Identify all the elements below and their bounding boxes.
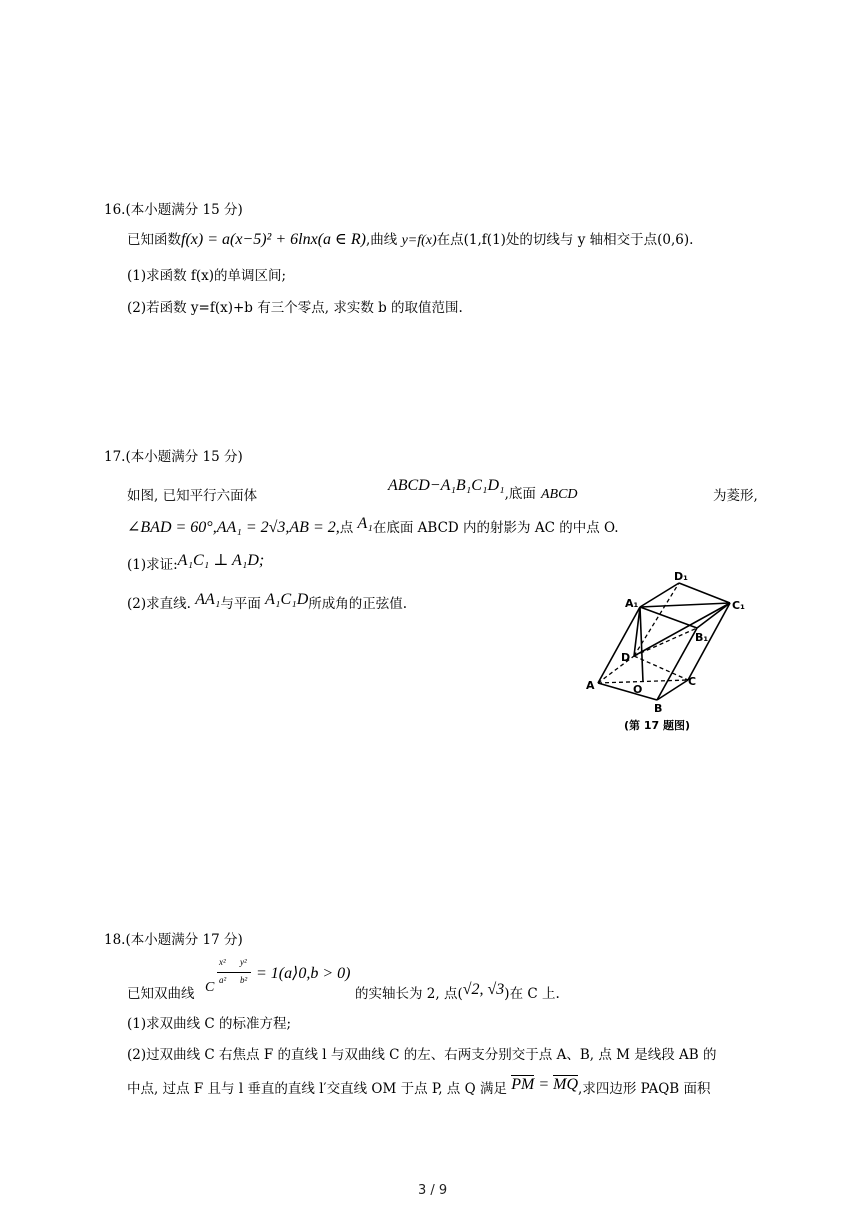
q16-curve: y=f(x) (401, 233, 437, 248)
q18-curve-name: C (205, 980, 215, 995)
label-O: O (633, 683, 643, 696)
label-B: B (654, 702, 663, 715)
q17-figure-caption: (第 17 题图) (624, 719, 691, 732)
q17-intro-b: ,底面 (504, 486, 536, 502)
q18-eq-fraction-bar (217, 972, 251, 973)
q18-vec-mq: MQ (553, 1076, 579, 1093)
q17-conditions: ∠BAD = 60°,AA₁ = 2√3,AB = 2, (127, 519, 340, 536)
q18-vector-eq (511, 1076, 578, 1093)
q18-vec-pm: PM (511, 1076, 535, 1093)
edge-A1O (640, 607, 643, 682)
q17-cond-rest: 在底面 ABCD 内的射影为 AC 的中点 O. (372, 520, 619, 536)
q18-eq-a: a² (219, 975, 227, 985)
q18-eq-b: b² (240, 975, 248, 985)
q17-base: ABCD (540, 487, 578, 502)
q18-part2-line2 (127, 1077, 711, 1098)
q17-intro-solid-line (388, 474, 578, 502)
label-C: C (688, 675, 697, 688)
edge-A1D1 (640, 583, 679, 607)
q17-conditions-line (127, 516, 619, 537)
edge-DB1-hidden (634, 628, 697, 656)
q17-part2-line: AA₁ (195, 591, 221, 608)
edge-A1C1 (640, 603, 730, 607)
edge-AB (598, 683, 657, 700)
q17-part1-formula: A₁C₁ ⊥ A₁D; (177, 552, 265, 569)
label-D1: D₁ (674, 570, 688, 583)
q17-intro-c: 为菱形, (713, 488, 758, 504)
q18-intro-prefix: 已知双曲线 (127, 986, 195, 1002)
q17-intro-a: 如图, 已知平行六面体 (127, 488, 258, 504)
q17-solid: ABCD−A₁B₁C₁D₁ (388, 477, 505, 494)
q16-intro-prefix: 已知函数 (127, 232, 181, 248)
q18-header: 18.(本小题满分 17 分) (104, 932, 243, 948)
q18-point: √2, √3 (462, 981, 505, 998)
q17-figure (580, 562, 760, 722)
q18-eq-rest: = 1(a⟩0,b > 0) (256, 965, 351, 982)
q17-cond-point-label: 点 (339, 520, 354, 536)
label-B1: B₁ (695, 631, 709, 644)
label-C1: C₁ (732, 599, 745, 612)
q16-intro (127, 228, 693, 249)
q16-part1: (1)求函数 f(x)的单调区间; (127, 268, 287, 284)
q18-intro-mid: 的实轴长为 2, 点( (355, 986, 463, 1002)
q18-eq-y: y² (240, 957, 247, 967)
label-A: A (586, 679, 595, 692)
edge-BB1 (657, 628, 697, 700)
edge-B1C1 (697, 603, 730, 628)
edge-A1B1 (640, 607, 697, 628)
q18-part1: (1)求双曲线 C 的标准方程; (127, 1016, 292, 1032)
q17-part1-prefix: (1)求证: (127, 557, 178, 573)
q17-part1 (127, 553, 264, 574)
q18-part2-line2-b: ,求四边形 PAQB 面积 (578, 1081, 711, 1097)
edge-AA1 (598, 607, 640, 683)
q18-eq-x: x² (219, 957, 226, 967)
q18-intro-end: )在 C 上. (504, 986, 560, 1002)
label-A1: A₁ (625, 597, 639, 610)
edge-D1C1 (679, 583, 730, 603)
q16-header: 16.(本小题满分 15 分) (104, 202, 243, 218)
q16-intro-mid: ,曲线 (365, 232, 398, 248)
q18-part2-line2-a: 中点, 过点 F 且与 l 垂直的直线 l′交直线 OM 于点 P, 点 Q 满足 (127, 1081, 507, 1097)
q17-part2-prefix: (2)求直线. (127, 596, 191, 612)
q17-point: A₁ (357, 515, 373, 532)
q18-intro-line (355, 982, 560, 1003)
label-D: D (621, 651, 631, 664)
q16-intro-rest: 在点(1,f(1)处的切线与 y 轴相交于点(0,6). (436, 232, 694, 248)
q18-vec-eq: = (538, 1076, 550, 1093)
q18-part2-line1: (2)过双曲线 C 右焦点 F 的直线 l 与双曲线 C 的左、右两支分别交于点 A、B, 点 M 是线段 AB 的 (127, 1047, 717, 1063)
q17-part2-plane: A₁C₁D (265, 591, 309, 608)
q17-part2-end: 所成角的正弦值. (308, 596, 408, 612)
q17-header: 17.(本小题满分 15 分) (104, 449, 243, 465)
page-number: 3 / 9 (418, 1183, 448, 1198)
q17-part2-mid: 与平面 (220, 596, 261, 612)
q16-part2: (2)若函数 y=f(x)+b 有三个零点, 求实数 b 的取值范围. (127, 300, 463, 316)
q17-part2 (127, 592, 407, 613)
q16-formula: f(x) = a(x−5)² + 6lnx(a ∈ R) (181, 231, 366, 248)
